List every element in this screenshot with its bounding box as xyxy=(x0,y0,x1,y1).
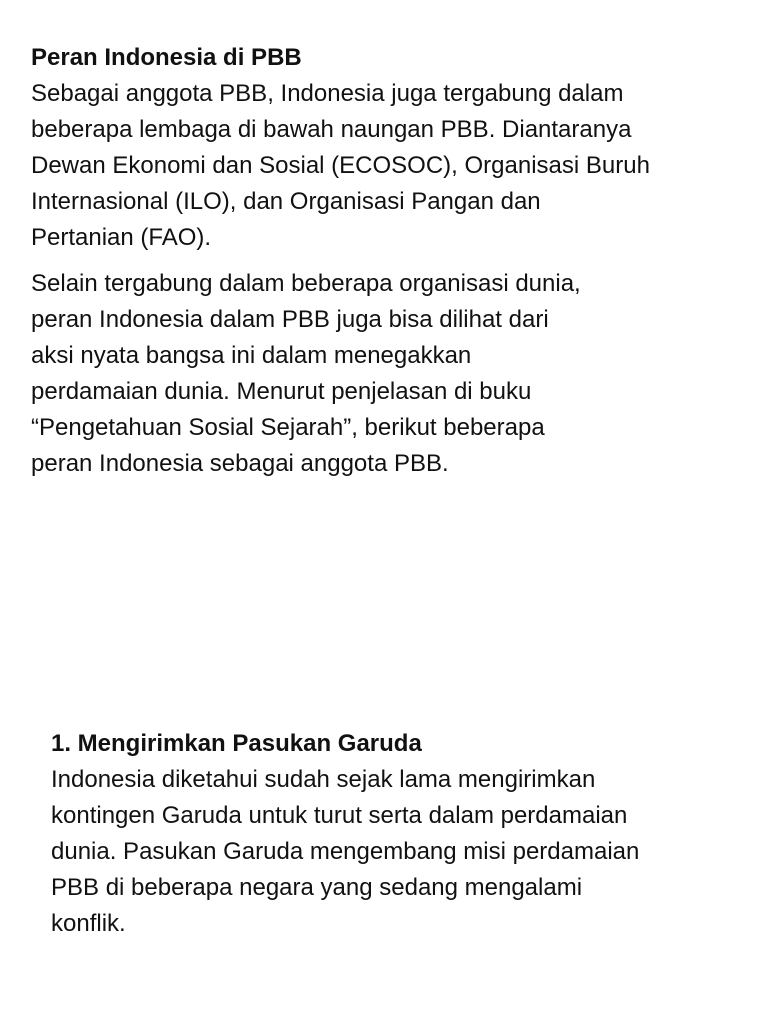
text-line: peran Indonesia dalam PBB juga bisa dilihat dari xyxy=(31,306,549,333)
text-line: perdamaian dunia. Menurut penjelasan di buku xyxy=(31,378,532,405)
text-line: Selain tergabung dalam beberapa organisasi dunia, xyxy=(31,270,581,297)
text-line: Sebagai anggota PBB, Indonesia juga tergabung dalam xyxy=(31,80,624,107)
intro-paragraph-2 xyxy=(31,266,731,482)
text-line: Pertanian (FAO). xyxy=(31,224,212,251)
text-line: Indonesia diketahui sudah sejak lama mengirimkan xyxy=(51,766,596,793)
intro-heading: Peran Indonesia di PBB xyxy=(31,44,302,71)
intro-section xyxy=(31,40,731,482)
text-line: konflik. xyxy=(51,910,126,937)
text-line: peran Indonesia sebagai anggota PBB. xyxy=(31,450,449,477)
item-1-heading: 1. Mengirimkan Pasukan Garuda xyxy=(51,730,422,757)
item-1-section xyxy=(51,726,741,942)
text-line: Dewan Ekonomi dan Sosial (ECOSOC), Organisasi Buruh xyxy=(31,152,650,179)
text-line: kontingen Garuda untuk turut serta dalam perdamaian xyxy=(51,802,628,829)
intro-paragraph-1 xyxy=(31,40,731,256)
text-line: dunia. Pasukan Garuda mengembang misi perdamaian xyxy=(51,838,640,865)
text-line: PBB di beberapa negara yang sedang mengalami xyxy=(51,874,583,901)
text-line: Internasional (ILO), dan Organisasi Pangan dan xyxy=(31,188,541,215)
text-line: aksi nyata bangsa ini dalam menegakkan xyxy=(31,342,472,369)
text-line: “Pengetahuan Sosial Sejarah”, berikut beberapa xyxy=(31,414,545,441)
text-line: beberapa lembaga di bawah naungan PBB. Diantaranya xyxy=(31,116,632,143)
